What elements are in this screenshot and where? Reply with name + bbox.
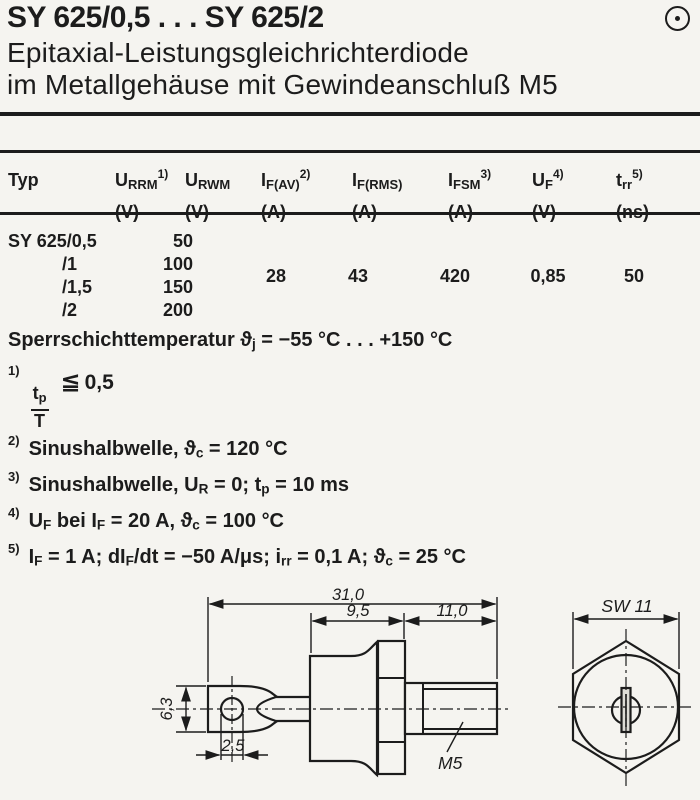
urrm-cell-row3: 200 (162, 300, 193, 320)
dim-label-hole-diameter: 2,5 (221, 737, 245, 755)
dim-label-tab-width: 6,3 (158, 697, 176, 721)
type-cell-row3: /2 (62, 300, 78, 320)
thread-size-label: M5 (438, 753, 463, 773)
col-header-urwm: $U_{RWM}$ (V) (185, 170, 231, 222)
col-header-ifav: $I_{F(AV)}^{2)}$ (A) (261, 167, 311, 222)
circled-dot-icon (665, 6, 690, 31)
hex-flange (378, 641, 405, 774)
shared-cell-trr: 50 (623, 266, 645, 286)
col-header-trr: $t_{rr}^{5)}$ (ns) (616, 167, 649, 222)
shared-cell-ifav: 28 (265, 266, 287, 286)
shared-cell-uf: 0,85 (530, 266, 566, 286)
footnote-1 (8, 363, 114, 431)
footnote-5: $^{5)}$ $I_F = 1$ A; $dI_F/dt = -50$ A/μs; $i_{rr} = 0,1$ A; $ϑ_c = 25$ °C (8, 541, 466, 569)
urrm-cell-row0: 50 (172, 231, 193, 251)
junction-temperature-line: Sperrschichttemperatur $ϑ_j = -55$ °C . . . +150 °C (8, 329, 453, 352)
col-header-uf: $U_F^{4)}$ (V) (532, 167, 564, 222)
subtitle-line-2: im Metallgehäuse mit Gewindeanschluß M5 (7, 69, 558, 100)
urrm-cell-row1: 100 (162, 254, 193, 274)
divider-table-top (0, 150, 700, 153)
col-header-ifsm: $I_{FSM}^{3)}$ (A) (448, 167, 492, 222)
footnote-3-text: Sinushalbwelle, $U_R = 0$; $t_p = 10$ ms (28, 474, 350, 497)
footnote-1-condition: ≦ 0,5 (60, 367, 114, 395)
col-header-ifrms: $I_{F(RMS)}$ (A) (352, 170, 403, 222)
type-cell-row0: SY 625/0,5 (8, 231, 97, 251)
dim-label-total-length: 31,0 (331, 586, 365, 604)
footnote-1-marker: 1) (8, 363, 20, 378)
footnote-4-text: $U_F$ bei $I_F = 20$ A, $ϑ_c = 100$ °C (28, 510, 285, 533)
fraction-tp-over-t: $\frac{t_p}{T}$ (32, 383, 47, 431)
footnote-3: $^{3)}$ Sinushalbwelle, $U_R = 0$; $t_p = 10$ ms (8, 469, 350, 497)
end-view (558, 612, 694, 786)
dot (675, 16, 680, 21)
shared-cell-ifsm: 420 (439, 266, 471, 286)
package-drawing-svg (140, 585, 700, 800)
divider-thick (0, 112, 700, 116)
wrench-size-label: SW 11 (601, 596, 653, 616)
page-title: SY 625/0,5 . . . SY 625/2 (7, 1, 324, 34)
subtitle-line-1: Epitaxial-Leistungsgleichrichterdiode (7, 37, 469, 68)
col-header-urrm: $U_{RRM}^{1)}$ (V) (115, 167, 169, 222)
divider-table-header (0, 212, 700, 215)
page-subtitle (7, 37, 558, 101)
type-cell-row2: /1,5 (62, 277, 93, 297)
footnote-2-text: Sinushalbwelle, $ϑ_c = 120$ °C (28, 438, 288, 461)
col-header-typ: Typ (8, 170, 39, 190)
urrm-cell-row2: 150 (162, 277, 193, 297)
type-cell-row1: /1 (62, 254, 78, 274)
dim-label-body-length: 9,5 (346, 602, 370, 620)
footnote-5-text: $I_F = 1$ A; $dI_F/dt = -50$ A/μs; $i_{rr} = 0,1$ A; $ϑ_c = 25$ °C (28, 546, 466, 569)
shared-cell-ifrms: 43 (347, 266, 369, 286)
dim-label-stud-length: 11,0 (436, 602, 468, 620)
footnote-2: $^{2)}$ Sinushalbwelle, $ϑ_c = 120$ °C (8, 433, 288, 461)
footnote-4: $^{4)}$ $U_F$ bei $I_F = 20$ A, $ϑ_c = 100$ °C (8, 505, 285, 533)
